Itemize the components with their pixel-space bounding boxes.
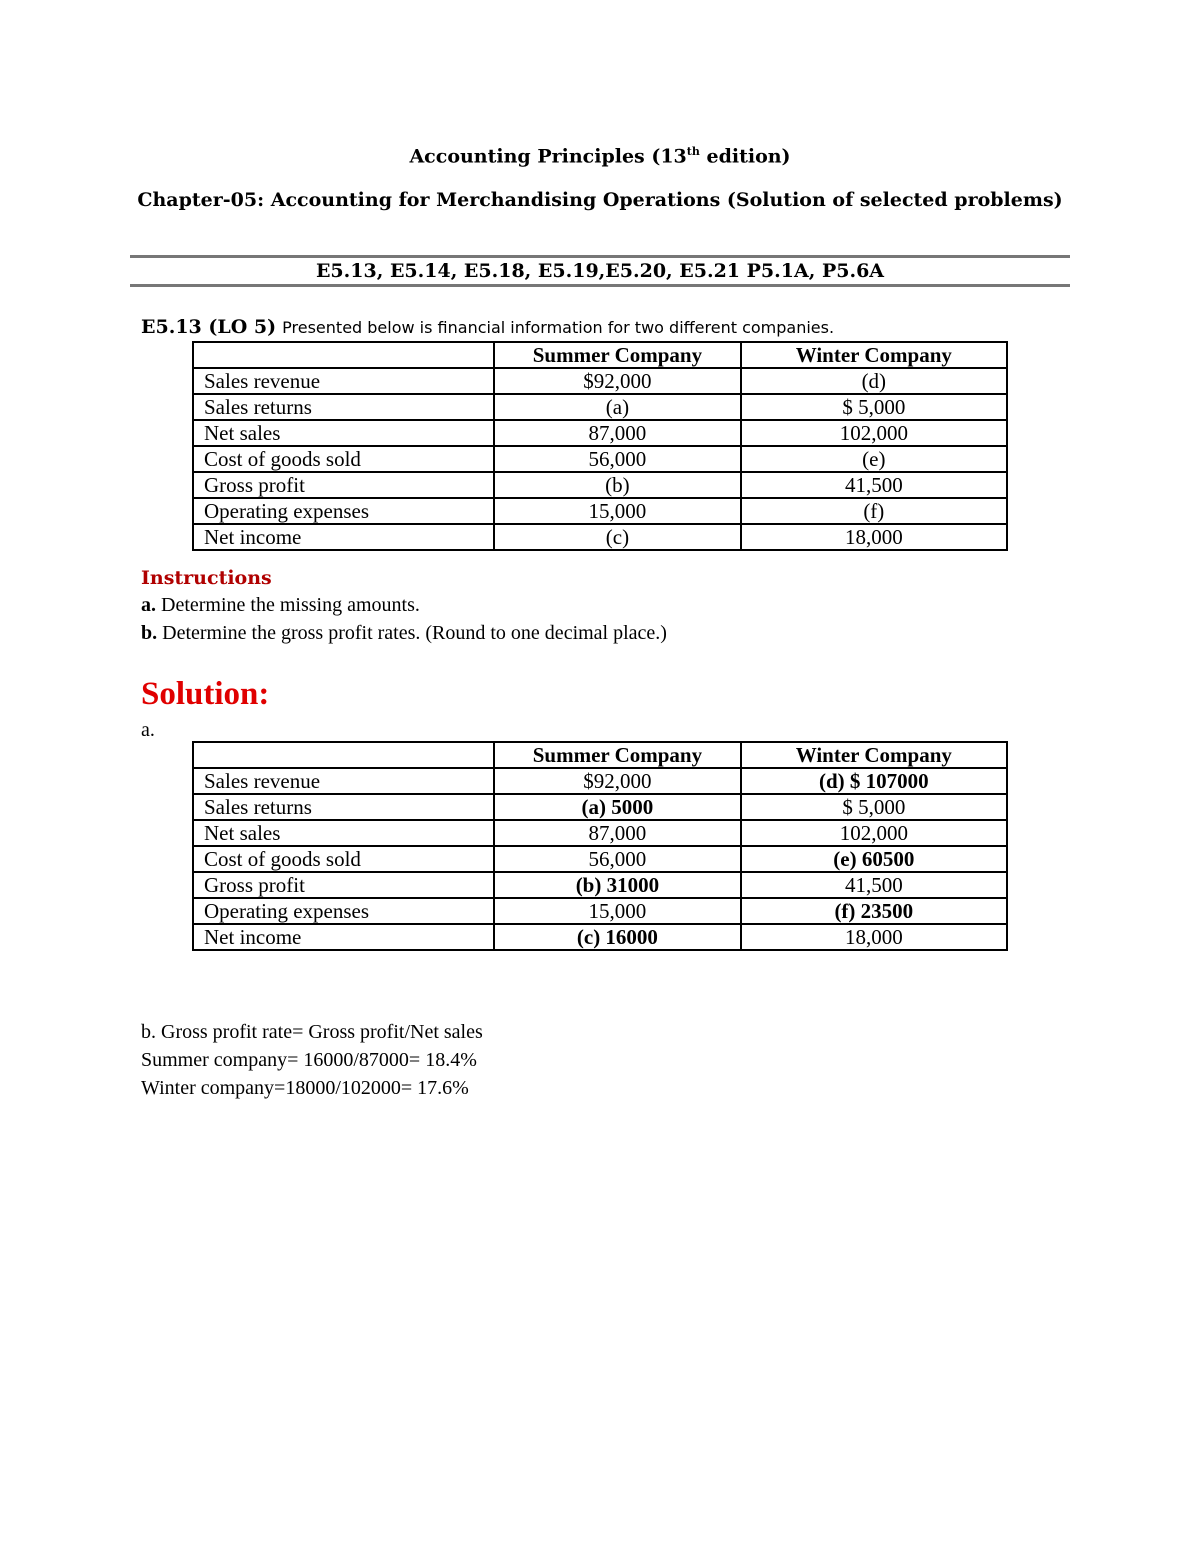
row-label: Net sales [193,420,494,446]
exercise-intro: E5.13 (LO 5) Presented below is financial information for two different companies. [141,316,835,338]
table-cell: $ 5,000 [741,794,1007,820]
table-row [193,368,1007,394]
row-label: Net sales [193,820,494,846]
table-cell: 87,000 [494,420,740,446]
answer-cell: (a) 5000 [494,794,740,820]
answer-cell: (e) 60500 [741,846,1007,872]
table-header-row [193,742,1007,768]
instruction-b: b. Determine the gross profit rates. (Round to one decimal place.) [141,622,667,644]
solution-heading: Solution: [141,676,270,712]
answer-cell: (c) 16000 [494,924,740,950]
divider-top [130,255,1070,258]
table-cell: 15,000 [494,898,740,924]
table-row [193,898,1007,924]
table-cell: (a) [494,394,740,420]
table-cell: 41,500 [741,472,1007,498]
table-cell: 18,000 [741,524,1007,550]
table-header: Summer Company [494,742,740,768]
table-header: Winter Company [741,742,1007,768]
problem-table [192,341,1008,551]
table-cell: 41,500 [741,872,1007,898]
row-label: Cost of goods sold [193,446,494,472]
table-row [193,768,1007,794]
row-label: Net income [193,524,494,550]
row-label: Operating expenses [193,498,494,524]
table-cell: 15,000 [494,498,740,524]
table-row [193,924,1007,950]
table-cell: 18,000 [741,924,1007,950]
table-cell: (d) [741,368,1007,394]
table-cell: 102,000 [741,820,1007,846]
document-title: Accounting Principles (13th edition) [409,145,791,168]
row-label: Gross profit [193,472,494,498]
answer-cell: (b) 31000 [494,872,740,898]
table-cell: 56,000 [494,846,740,872]
table-cell: (e) [741,446,1007,472]
row-label: Sales returns [193,394,494,420]
gross-profit-formula: b. Gross profit rate= Gross profit/Net sales [141,1021,483,1043]
table-header-row [193,342,1007,368]
row-label: Operating expenses [193,898,494,924]
table-header [193,742,494,768]
table-row [193,820,1007,846]
row-label: Net income [193,924,494,950]
table-cell: (c) [494,524,740,550]
table-row [193,524,1007,550]
answer-cell: (d) $ 107000 [741,768,1007,794]
table-row [193,394,1007,420]
solution-part-a: a. [141,719,155,741]
solution-table [192,741,1008,951]
table-header: Winter Company [741,342,1007,368]
table-cell: 102,000 [741,420,1007,446]
problem-list: E5.13, E5.14, E5.18, E5.19,E5.20, E5.21 P5.1A, P5.6A [315,260,885,282]
table-row [193,420,1007,446]
row-label: Gross profit [193,872,494,898]
table-row [193,446,1007,472]
answer-cell: (f) 23500 [741,898,1007,924]
table-row [193,872,1007,898]
instruction-a: a. Determine the missing amounts. [141,594,420,616]
row-label: Sales revenue [193,768,494,794]
table-cell: 87,000 [494,820,740,846]
winter-rate: Winter company=18000/102000= 17.6% [141,1077,469,1099]
table-cell: (f) [741,498,1007,524]
table-cell: $92,000 [494,768,740,794]
table-header: Summer Company [494,342,740,368]
divider-bottom [130,284,1070,287]
row-label: Cost of goods sold [193,846,494,872]
table-row [193,846,1007,872]
summer-rate: Summer company= 16000/87000= 18.4% [141,1049,477,1071]
row-label: Sales revenue [193,368,494,394]
row-label: Sales returns [193,794,494,820]
table-row [193,498,1007,524]
table-row [193,794,1007,820]
table-cell: 56,000 [494,446,740,472]
table-cell: (b) [494,472,740,498]
table-cell: $ 5,000 [741,394,1007,420]
chapter-title: Chapter-05: Accounting for Merchandising Operations (Solution of selected problems) [137,189,1063,211]
instructions-heading: Instructions [141,567,272,589]
table-row [193,472,1007,498]
table-cell: $92,000 [494,368,740,394]
table-header [193,342,494,368]
